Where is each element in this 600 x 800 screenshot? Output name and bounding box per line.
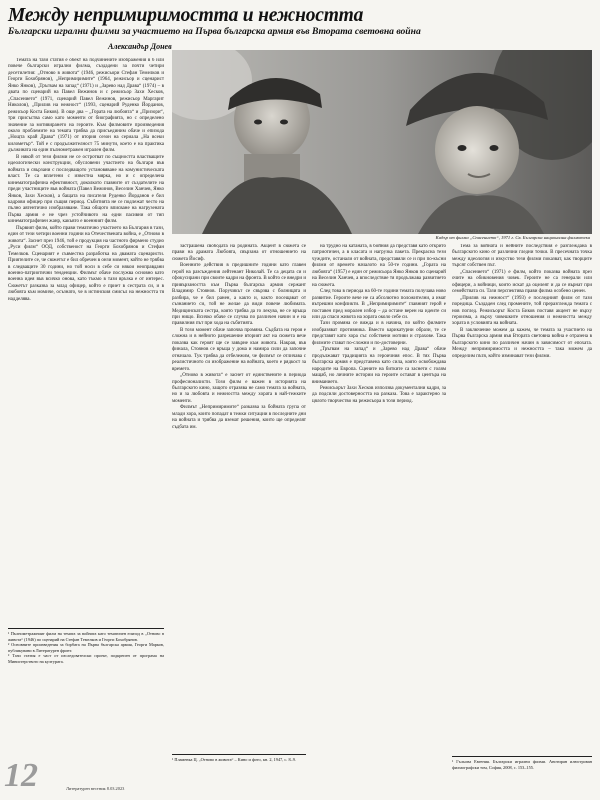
paragraph: В някой от тези филми не се остротват по същността властващите идеологически конструкции, обусловени участието на българи във войната и свързани с последващото установяване на комунистическата власт. Те са вплетени с известна мярка, но и с определена кинематографична ефективност, доколкото главните от създателите на преди участниците във войната (Павел Вежинов, Веселин Ханчев, Янко Янков, Захи Хесков), а бащата на писателя Руденко Йорданов е бил кадрови офицер при същия период. Събитията не се подлежат често на пълно автентично изобразяване. Така общото вписване на нагрузената Първа армия е не чрез устойчивото на едни пасивни от тип кинематографичен жанр, какъвто е военният филм. [8,154,164,225]
footnotes-column-2 [172,754,306,787]
paragraph: „Спасението“ (1971) е филм, който показва войната през очите на обикновения човек. Героите не са генерали или офицери, а войници, които искат да оцелеят и да се върнат при семействата си. Тази перспектива прави филма особено ценен. [452,269,592,295]
footnotes-column-4 [452,756,592,789]
paragraph: „Тръгвам на запад“ и „Зарево над Драва“ обаче продължават традицията на героичния епос. В тях Първа българска армия е представена като сила, която освобождава народите на Европа. Сцените на битките са заснети с голям мащаб, но личните истории на героите остават в центъра на вниманието. [312,347,446,385]
paragraph: В този момент обаче започва промяна. Съдбата на героя е сложна и в нейното разрешение вторият акт на сюжета вече показва как героят ще се завърне към живота. Накрая, във финала, Стоянов се връща у дома и намира сили да започне отначало. Тук трябва да отбележим, че филмът се отличава с реалистичното си изображение на войната, което е рядкост за времето. [172,327,306,372]
paragraph: Режисьорът Захи Хесков използва документални кадри, за да подсили достоверността на разказа. Това е характерно за цялото творчество на режисьора в този период. [312,385,446,404]
page-number: 12 [4,757,38,794]
paragraph: В заключение можем да кажем, че темата за участието на Първа българска армия във Втората световна война е отразена в българското кино по различен начин в зависимост от епохата. Между непримиримостта и нежността – така можем да определим пътя, който изминават тези филми. [452,327,592,359]
footnote: ² Основните произведения за борбата на Първа българска армия, Георги Марков, публикувани в Литературен фронт. [8,642,164,653]
paragraph: Военните действия в предишните години като главен герой на разсъждения лейтенант Николай. Те са децата си и сфокусирани при своите кадри на фронта. В който се внедри и привързаността към Първа българска армия сержант Владимир Стоянов. Поручикът се свързва с болницата и разбира, че е бил ранен, а както и, както посещават от съзнанието си, той не желае да види повече любимата. Медицинската сестра, която трябва да го лекува, не се връща при нищо. Всичко обаче се случва по различен начин и е на правилния път при хода на събитията. [172,263,306,327]
paragraph: Филмът „Непримиримите“ разказва за бойната група от млади хора, които попадат в тежки ситуации в последните дни на войната и трябва да вземат решения, които ще определят съдбата им. [172,405,306,430]
paragraph: Темата на тази статия е обект на подчинените изображения в 6 или повече български игрални филма, създадени за почти четири десетилетия: „Отново в живота“ (1946, режисьори Стефан Темелков и Георги Бохобрянов), „Непримиримите“ (1964, режисьор и сценарист Янко Янков), „Тръгвам на запад“ (1971) и „Зарево над Драва“ (1974) – в двата по сценарий на Павел Вежинов и с режисьор Захи Хесков, „Спасението“ (1971, сценарий Павел Вежинов, режисьор Маргарит Николов), „Прилив на нежност“ (1993, сценарий Руденко Йорданов, режисьор Коста Биков). В още два – „Гората на любовта“ и „Призори“, три присъства само като моменти от биографията, но с определено значение за мотивирането на героите. Към филмовите произведения около проблемите на темата трябва да присъединим обаче и епизода „Нощта край Драва“ (1971) от втория сезон на сериала „На всеки километър“. Той е с продължителност 75 минути, което е на практика дължината на един пълнометражен игрален филм. [8,58,164,154]
article-column-2 [172,244,306,752]
film-still-photo [172,50,592,234]
article-column-1 [8,58,164,626]
footnote: ¹ Гъльова Евгения. Български игрални филми. Анотиран илюстрован филмографски том, София, 2008, с. 153–155. [452,759,592,770]
paragraph: на трудно на катаната, в бойния да представя като открито патриотичен, а в класата и нагрузка пакета. Прекрасна тези чуждите, останали от войната, представяли се и при по-късни филми от времето началото на 50-те години. „Гората на любовта“ (1957) е един от режисьора Янко Янков по сценарий на Веселин Ханчев, а впоследствие тя продължава развитието на сюжета. [312,244,446,288]
article-column-4 [452,244,592,754]
article-title: Между непримиримостта и нежността [8,5,364,26]
paragraph: Тема за войната и нейните последствия е разглеждана в българското кино от различни гледни точки. В пресечната точка между идеология и изкуство тези филми показват, как творците търсят собствен път. [452,244,592,269]
footnote: ¹ Пълнометражният филм на темата за войната като тематичен епизод в „Отново в живота“ (1946) по сценарий на Стефан Темелков и Георги Бохобрянов. [8,631,164,642]
paragraph: „Отново в живота“ е заснет от единствените в периода професионалисти. Този филм е важен в историята на българското кино, защото отразява не само темата за войната, но и за любовта и нежността между хората в най-тежките моменти. [172,373,306,404]
footnote: ¹ Пламенка Ц. „Отново в живота“ – Кино и фото, кн. 2, 1947, с. 8–9. [172,757,296,762]
paragraph: След това в периода на 60-те години темата получава ново развитие. Героите вече не са абсолютно положителни, а имат вътрешни конфликти. В „Непримиримите“ главният герой е поставен пред морален избор – да остане верен на идеите си или да спаси живота на хората около себе си. [312,289,446,320]
article-author: Александър Донев [108,42,172,51]
article-column-3 [312,244,446,784]
photo-caption: Кадър от филма „Спасението“, 1971 г. Св. Българска национална филмотека [435,235,590,240]
footnote: ³ Тази статия е част от изследователски проект, подкрепен от програма на Министерството на културата. [8,653,164,664]
article-subtitle: Български игрални филми за участието на Първа българска армия във Втората световна война [8,26,421,37]
paragraph: Първият филм, който прави тематично участието на България в тази, един от тези четири военни години на Отечествената война, е „Отново в живота“. Заснет през 1946, той е продукция на частното фирмено студио „Руси филм“ ООД, собственост на Георги Бохобрянов и Стефан Темелков. Сценарият е съвместна разработка на двамата сценаристи. Приятелите се, че сюжетът е бил обречен в онзи момент, който не трябва в следващите 30 години, но той носи в себе си някои неоправдани военно-патриотични тенденции. Филмът обаче послужва основно като военна идея във всичко онова, като тъкмо в тази връзка е от интерес. Сюжетът разказва за млад офицер, който е приет в сестрата си, и в любовта към момиче, осъзнато, че в истинския смисъл на нежността тя надделява. [8,225,164,302]
paragraph: Тази промяна се вижда и в начина, по който филмите изобразяват противника. Вместо карикатурни образи, те се представят като хора със собствени мотиви и страхове. Така филмите стават по-сложни и по-достоверни. [312,321,446,346]
paragraph: застрашена свободата на родината. Акцент в сюжета се прави на драмата Любовта, свързана от отношението на сюжета Йосиф. [172,244,306,262]
footnotes-column-1 [8,628,164,759]
paragraph: „Прилив на нежност“ (1993) е последният филм от тази поредица. Създаден след промените, той преразглежда темата с нов поглед. Режисьорът Коста Биков поставя акцент не върху героизма, а върху човешките отношения и нежността между хората в условията на войната. [452,295,592,327]
page-footer: Литературен вестник 8.03.2023 [66,786,125,791]
